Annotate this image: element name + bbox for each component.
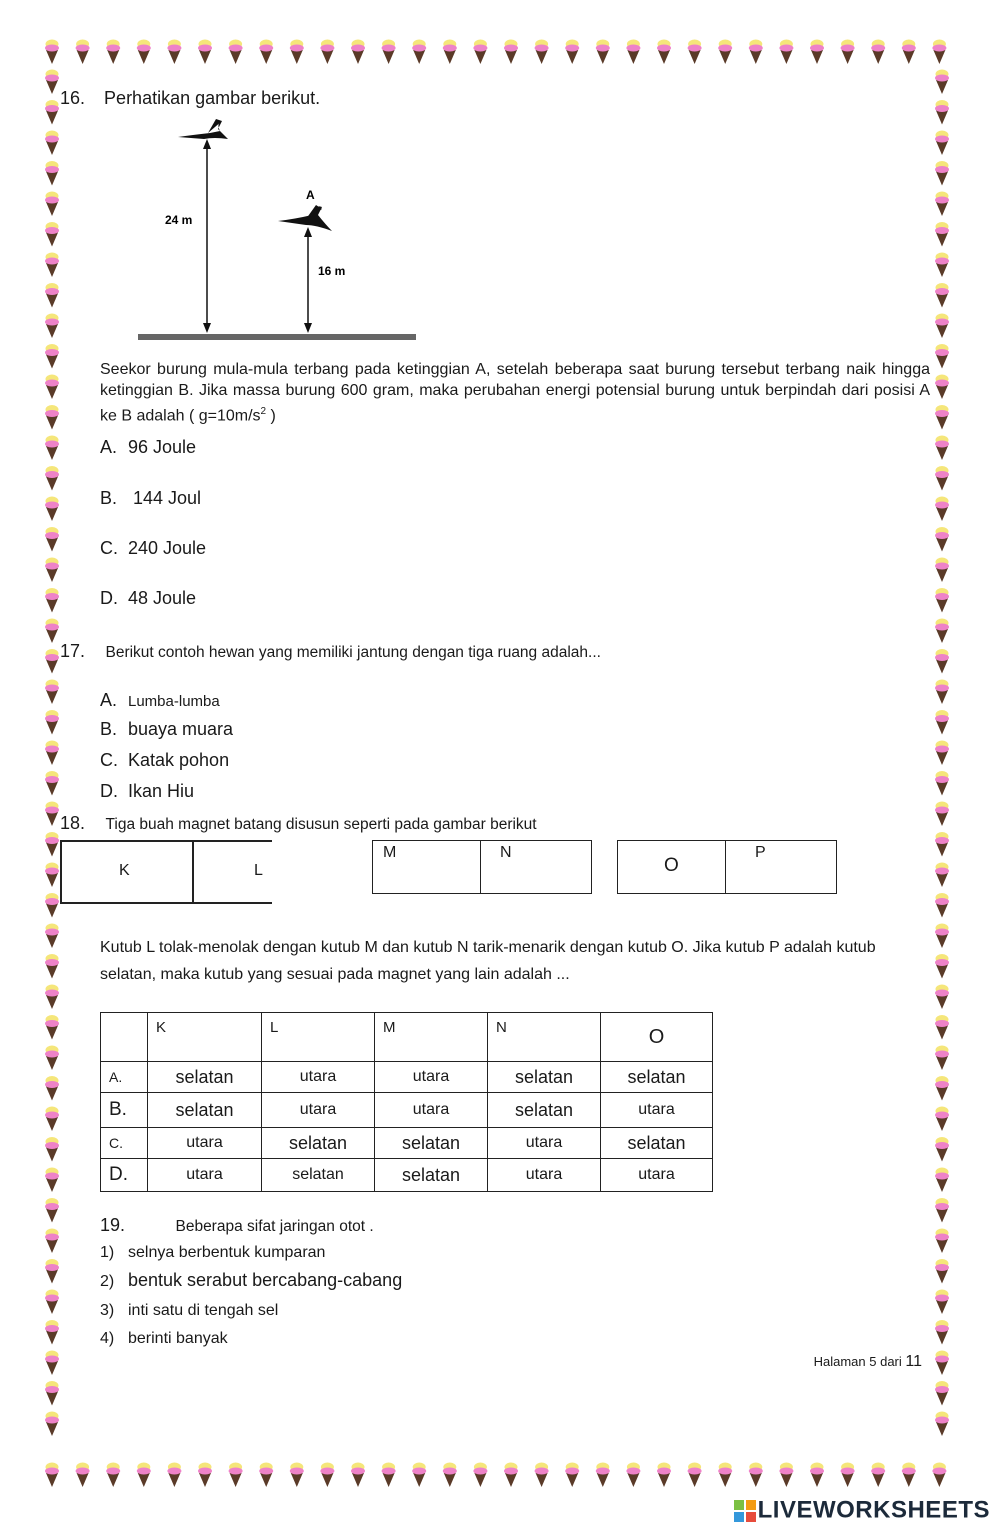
ice-cream-icon xyxy=(935,985,949,1010)
ice-cream-icon xyxy=(935,1015,949,1040)
ice-cream-icon xyxy=(935,1381,949,1406)
ice-cream-icon xyxy=(473,1463,487,1488)
ice-cream-icon xyxy=(382,40,396,65)
ice-cream-icon xyxy=(412,40,426,65)
q16-option-b-text: 144 Joul xyxy=(128,488,202,508)
q16-option-c-letter: C. xyxy=(100,538,118,558)
list-item xyxy=(100,1270,402,1291)
ice-cream-icon xyxy=(596,1463,610,1488)
ice-cream-icon xyxy=(443,1463,457,1488)
ice-cream-icon xyxy=(412,1463,426,1488)
ice-cream-icon xyxy=(749,40,763,65)
ice-cream-icon xyxy=(45,1463,59,1488)
ice-cream-icon xyxy=(935,1076,949,1101)
q17-option-b-letter: B. xyxy=(100,719,118,739)
list-item-number: 2) xyxy=(100,1273,115,1290)
ice-cream-icon xyxy=(45,771,59,796)
ice-cream-icon xyxy=(45,1290,59,1315)
ice-cream-icon xyxy=(688,40,702,65)
table-header-cell: N xyxy=(488,1013,601,1062)
magnet-pole-m: M xyxy=(383,844,397,861)
ice-cream-icon xyxy=(45,588,59,613)
ice-cream-icon xyxy=(45,741,59,766)
table-header-row xyxy=(101,1013,713,1062)
q18-paragraph: Kutub L tolak-menolak dengan kutub M dan kutub N tarik-menarik dengan kutub O. Jika kutub P adalah kutub selatan, maka kutub yang sesuai pada magnet yang lain adalah ... xyxy=(100,939,876,983)
ice-cream-icon xyxy=(935,100,949,125)
q16-option-c[interactable] xyxy=(100,538,206,559)
q17-option-c[interactable] xyxy=(100,750,229,771)
ice-cream-icon xyxy=(198,1463,212,1488)
ice-cream-icon xyxy=(779,1463,793,1488)
q16-option-a-text: 96 Joule xyxy=(128,437,197,457)
list-item-number: 3) xyxy=(100,1302,115,1319)
page-number-label: Halaman 5 dari xyxy=(813,1354,906,1369)
ice-cream-icon xyxy=(902,40,916,65)
table-cell: selatan xyxy=(262,1159,375,1192)
ice-cream-icon xyxy=(935,558,949,583)
q19-text: Beberapa sifat jaringan otot . xyxy=(175,1218,374,1235)
table-cell: selatan xyxy=(601,1128,713,1159)
q18-number: 18. xyxy=(60,813,86,833)
ice-cream-icon xyxy=(45,680,59,705)
ice-cream-icon xyxy=(45,1381,59,1406)
ice-cream-icon xyxy=(167,1463,181,1488)
ice-cream-icon xyxy=(45,649,59,674)
ice-cream-icon xyxy=(45,222,59,247)
magnet-op xyxy=(617,840,837,894)
ice-cream-icon xyxy=(320,1463,334,1488)
ice-cream-icon xyxy=(45,70,59,95)
ice-cream-icon xyxy=(45,1015,59,1040)
ice-cream-icon xyxy=(935,771,949,796)
table-cell: A. xyxy=(101,1062,148,1093)
ice-cream-icon xyxy=(932,1463,946,1488)
ice-cream-icon xyxy=(810,1463,824,1488)
ice-cream-icon xyxy=(718,1463,732,1488)
ice-cream-icon xyxy=(535,1463,549,1488)
ice-cream-icon xyxy=(45,1076,59,1101)
bird-a-icon xyxy=(278,205,332,231)
ice-cream-icon xyxy=(45,558,59,583)
liveworksheets-logo-text: LIVEWORKSHEETS xyxy=(757,1496,990,1524)
label-24m: 24 m xyxy=(165,213,193,227)
ice-cream-icon xyxy=(565,1463,579,1488)
bird-height-figure xyxy=(130,115,430,350)
q16-option-a[interactable] xyxy=(100,437,196,458)
ice-cream-icon xyxy=(45,1198,59,1223)
ice-cream-icon xyxy=(45,1320,59,1345)
ice-cream-icon xyxy=(45,954,59,979)
table-row[interactable] xyxy=(101,1159,713,1192)
page-number xyxy=(814,1353,922,1371)
ice-cream-icon xyxy=(45,375,59,400)
ice-cream-icon xyxy=(935,405,949,430)
ice-cream-icon xyxy=(935,527,949,552)
table-cell: D. xyxy=(101,1159,148,1192)
q17-text: Berikut contoh hewan yang memiliki jantung dengan tiga ruang adalah... xyxy=(105,644,601,661)
ice-cream-icon xyxy=(45,1107,59,1132)
ice-cream-icon xyxy=(657,40,671,65)
ice-cream-icon xyxy=(45,1259,59,1284)
ice-cream-icon xyxy=(779,40,793,65)
ice-cream-icon xyxy=(45,466,59,491)
ice-cream-icon xyxy=(137,40,151,65)
ice-cream-icon xyxy=(45,344,59,369)
ice-cream-icon xyxy=(935,649,949,674)
q19-heading xyxy=(100,1215,374,1236)
table-cell: utara xyxy=(601,1159,713,1192)
q16-option-a-letter: A. xyxy=(100,437,118,457)
ice-cream-icon xyxy=(935,1412,949,1437)
ice-cream-icon xyxy=(935,863,949,888)
ice-cream-icon xyxy=(932,40,946,65)
ice-cream-icon xyxy=(935,222,949,247)
table-header-cell: L xyxy=(262,1013,375,1062)
ice-cream-icon xyxy=(45,832,59,857)
q17-number: 17. xyxy=(60,641,86,661)
label-16m: 16 m xyxy=(318,264,346,278)
ice-cream-icon xyxy=(45,710,59,735)
q17-option-a-text: Lumba-lumba xyxy=(128,693,220,710)
ice-cream-icon xyxy=(688,1463,702,1488)
ice-cream-icon xyxy=(935,436,949,461)
table-cell: utara xyxy=(488,1159,601,1192)
q18-heading xyxy=(60,813,537,834)
ice-cream-icon xyxy=(935,741,949,766)
ice-cream-icon xyxy=(45,527,59,552)
ice-cream-icon xyxy=(45,1412,59,1437)
ice-cream-icon xyxy=(935,832,949,857)
q18-answer-table xyxy=(100,1012,713,1192)
q16-paragraph xyxy=(100,359,930,426)
ice-cream-icon xyxy=(45,1351,59,1376)
ice-cream-icon xyxy=(290,40,304,65)
ice-cream-icon xyxy=(935,802,949,827)
q16-number: 16. xyxy=(60,88,86,108)
ice-cream-icon xyxy=(935,954,949,979)
table-header-cell: O xyxy=(601,1013,713,1062)
ice-cream-icon xyxy=(935,1107,949,1132)
q16-option-d-letter: D. xyxy=(100,588,118,608)
magnet-kl-divider xyxy=(192,842,194,902)
ice-cream-icon xyxy=(935,253,949,278)
list-item xyxy=(100,1244,325,1262)
q17-option-d-letter: D. xyxy=(100,781,118,801)
ice-cream-icon xyxy=(657,1463,671,1488)
ice-cream-icon xyxy=(473,40,487,65)
bird-top-icon xyxy=(178,119,228,139)
table-header-cell: K xyxy=(148,1013,262,1062)
ice-cream-icon xyxy=(935,1198,949,1223)
ice-cream-icon xyxy=(382,1463,396,1488)
table-cell: utara xyxy=(375,1062,488,1093)
ice-cream-icon xyxy=(229,40,243,65)
magnet-pole-p: P xyxy=(755,844,766,861)
ice-cream-icon xyxy=(626,40,640,65)
ice-cream-icon xyxy=(290,1463,304,1488)
ice-cream-icon xyxy=(45,436,59,461)
q16-option-b-letter: B. xyxy=(100,488,118,508)
ice-cream-icon xyxy=(45,1046,59,1071)
q17-option-b-text: buaya muara xyxy=(128,719,234,739)
table-cell: selatan xyxy=(148,1062,262,1093)
ice-cream-icon xyxy=(351,40,365,65)
table-row[interactable] xyxy=(101,1062,713,1093)
ice-cream-icon xyxy=(45,283,59,308)
list-item xyxy=(100,1302,278,1320)
magnet-pole-l: L xyxy=(254,862,263,879)
q17-option-a[interactable] xyxy=(100,690,220,711)
ice-cream-icon xyxy=(935,1351,949,1376)
ice-cream-icon xyxy=(810,40,824,65)
q17-option-c-text: Katak pohon xyxy=(128,750,230,770)
ice-cream-icon xyxy=(45,131,59,156)
ice-cream-icon xyxy=(259,1463,273,1488)
ice-cream-icon xyxy=(935,161,949,186)
ice-cream-icon xyxy=(935,1320,949,1345)
table-row[interactable] xyxy=(101,1128,713,1159)
table-cell: utara xyxy=(262,1062,375,1093)
table-cell: utara xyxy=(488,1128,601,1159)
ice-cream-icon xyxy=(935,466,949,491)
ice-cream-icon xyxy=(935,1259,949,1284)
table-cell: utara xyxy=(262,1093,375,1128)
ice-cream-icon xyxy=(45,985,59,1010)
ice-cream-icon xyxy=(935,375,949,400)
ice-cream-icon xyxy=(935,192,949,217)
table-cell: utara xyxy=(148,1159,262,1192)
ice-cream-icon xyxy=(841,1463,855,1488)
label-a: A xyxy=(306,188,315,202)
list-item-text: selnya berbentuk kumparan xyxy=(128,1244,326,1261)
ice-cream-icon xyxy=(935,314,949,339)
table-header-cell xyxy=(101,1013,148,1062)
ice-cream-icon xyxy=(106,40,120,65)
ice-cream-icon xyxy=(935,344,949,369)
magnet-kl xyxy=(60,840,272,904)
q17-option-d-text: Ikan Hiu xyxy=(128,781,195,801)
ice-cream-icon xyxy=(718,40,732,65)
ice-cream-icon xyxy=(565,40,579,65)
magnet-pole-o: O xyxy=(664,855,679,876)
ice-cream-icon xyxy=(45,497,59,522)
ice-cream-icon xyxy=(935,1290,949,1315)
list-item-text: berinti banyak xyxy=(128,1330,228,1347)
table-header-cell: M xyxy=(375,1013,488,1062)
table-cell: B. xyxy=(101,1093,148,1128)
ice-cream-icon xyxy=(259,40,273,65)
table-cell: selatan xyxy=(601,1062,713,1093)
list-item-text: inti satu di tengah sel xyxy=(128,1302,279,1319)
magnet-pole-k: K xyxy=(119,862,130,879)
ice-cream-icon xyxy=(935,680,949,705)
ice-cream-icon xyxy=(45,893,59,918)
ice-cream-icon xyxy=(76,40,90,65)
q16-paragraph-end: ) xyxy=(266,407,276,425)
q16-superscript: 2 xyxy=(260,406,267,417)
q18-text: Tiga buah magnet batang disusun seperti pada gambar berikut xyxy=(105,816,537,833)
ice-cream-icon xyxy=(45,802,59,827)
table-cell: selatan xyxy=(488,1062,601,1093)
ice-cream-icon xyxy=(871,1463,885,1488)
magnet-pole-n: N xyxy=(500,844,512,861)
ice-cream-icon xyxy=(935,70,949,95)
ice-cream-icon xyxy=(626,1463,640,1488)
ice-cream-icon xyxy=(167,40,181,65)
ice-cream-icon xyxy=(871,40,885,65)
ice-cream-icon xyxy=(45,1137,59,1162)
ice-cream-icon xyxy=(749,1463,763,1488)
ice-cream-icon xyxy=(935,710,949,735)
ice-cream-icon xyxy=(45,253,59,278)
table-cell: C. xyxy=(101,1128,148,1159)
q17-option-b[interactable] xyxy=(100,719,233,740)
ice-cream-icon xyxy=(504,1463,518,1488)
ice-cream-icon xyxy=(45,100,59,125)
table-cell: selatan xyxy=(375,1128,488,1159)
table-cell: selatan xyxy=(375,1159,488,1192)
q16-heading xyxy=(60,88,320,109)
ice-cream-icon xyxy=(935,1137,949,1162)
list-item xyxy=(100,1330,228,1348)
q16-option-d[interactable] xyxy=(100,588,196,609)
liveworksheets-logo-icon xyxy=(734,1500,756,1522)
q16-text: Perhatikan gambar berikut. xyxy=(104,88,321,108)
magnet-op-divider xyxy=(725,841,726,893)
ice-cream-icon xyxy=(935,1168,949,1193)
table-cell: utara xyxy=(601,1093,713,1128)
list-item-number: 4) xyxy=(100,1330,115,1347)
table-row[interactable] xyxy=(101,1093,713,1128)
ice-cream-icon xyxy=(935,893,949,918)
ice-cream-icon xyxy=(106,1463,120,1488)
ice-cream-icon xyxy=(935,131,949,156)
ice-cream-icon xyxy=(76,1463,90,1488)
q16-option-b[interactable] xyxy=(100,488,201,509)
ice-cream-icon xyxy=(935,283,949,308)
ice-cream-icon xyxy=(841,40,855,65)
ice-cream-icon xyxy=(902,1463,916,1488)
page-number-total: 11 xyxy=(905,1353,922,1370)
table-cell: selatan xyxy=(488,1093,601,1128)
table-cell: utara xyxy=(148,1128,262,1159)
magnet-mn-divider xyxy=(480,841,481,893)
q16-paragraph-text: Seekor burung mula-mula terbang pada ketinggian A, setelah beberapa saat burung tersebut terbang naik hingga ketinggian B. Jika massa burung 600 gram, maka perubahan energi potensial burung untuk berpindah dari posisi A ke B adalah ( g=10m/s xyxy=(100,361,930,425)
liveworksheets-logo[interactable] xyxy=(734,1496,990,1525)
q17-heading xyxy=(60,641,601,662)
ice-cream-icon xyxy=(935,1046,949,1071)
ice-cream-icon xyxy=(198,40,212,65)
q17-option-a-letter: A. xyxy=(100,690,118,710)
ice-cream-icon xyxy=(45,405,59,430)
q19-number: 19. xyxy=(100,1215,126,1235)
ice-cream-icon xyxy=(45,161,59,186)
list-item-number: 1) xyxy=(100,1244,115,1261)
ice-cream-icon xyxy=(229,1463,243,1488)
ice-cream-icon xyxy=(45,863,59,888)
table-cell: utara xyxy=(375,1093,488,1128)
table-cell: selatan xyxy=(148,1093,262,1128)
ice-cream-icon xyxy=(935,588,949,613)
q16-option-d-text: 48 Joule xyxy=(128,588,197,608)
q17-option-d[interactable] xyxy=(100,781,194,802)
ice-cream-icon xyxy=(45,40,59,65)
q16-option-c-text: 240 Joule xyxy=(128,538,207,558)
ice-cream-icon xyxy=(45,314,59,339)
ice-cream-icon xyxy=(935,497,949,522)
ice-cream-icon xyxy=(504,40,518,65)
ice-cream-icon xyxy=(935,924,949,949)
ice-cream-icon xyxy=(935,619,949,644)
q17-option-c-letter: C. xyxy=(100,750,118,770)
ice-cream-icon xyxy=(935,1229,949,1254)
ice-cream-icon xyxy=(137,1463,151,1488)
ice-cream-icon xyxy=(443,40,457,65)
ice-cream-icon xyxy=(596,40,610,65)
ice-cream-icon xyxy=(320,40,334,65)
ice-cream-icon xyxy=(45,924,59,949)
ice-cream-icon xyxy=(45,619,59,644)
ice-cream-icon xyxy=(535,40,549,65)
ice-cream-icon xyxy=(45,1229,59,1254)
list-item-text: bentuk serabut bercabang-cabang xyxy=(128,1270,403,1290)
magnet-mn xyxy=(372,840,592,894)
table-cell: selatan xyxy=(262,1128,375,1159)
ice-cream-icon xyxy=(351,1463,365,1488)
ice-cream-icon xyxy=(45,192,59,217)
ice-cream-icon xyxy=(45,1168,59,1193)
